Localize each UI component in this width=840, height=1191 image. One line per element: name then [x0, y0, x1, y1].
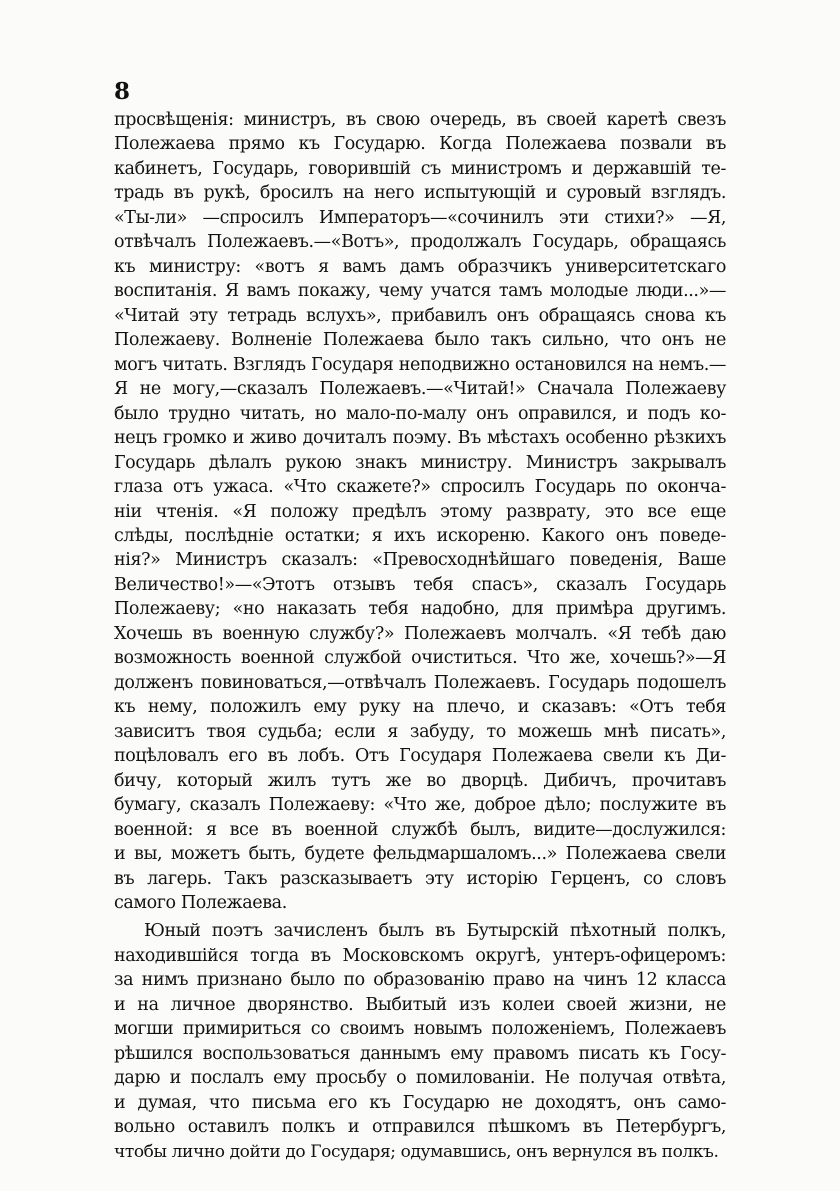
text-line: долженъ повиноваться,—отвѣчалъ Полежаевъ. Государь подошелъ: [114, 672, 726, 693]
text-line: нія?» Министръ сказалъ: «Превосходнѣйшаго поведенія, Ваше: [114, 550, 726, 571]
text-line: Хочешь въ военную службу?» Полежаевъ молчалъ. «Я тебѣ даю: [114, 623, 726, 644]
text-line: традь въ рукѣ, бросилъ на него испытующій и суровый взглядъ.: [114, 183, 726, 204]
text-line: нецъ громко и живо дочиталъ поэму. Въ мѣстахъ особенно рѣзкихъ: [114, 428, 726, 449]
text-line: отвѣчалъ Полежаевъ.—«Вотъ», продолжалъ Государь, обращаясь: [114, 232, 726, 253]
text-line: самого Полежаева.: [114, 893, 287, 913]
text-line: возможность военной службой очиститься. Что же, хочешь?»—Я: [114, 648, 726, 669]
text-line: воспитанія. Я вамъ покажу, чему учатся тамъ молодые люди...»—: [114, 281, 726, 302]
text-line: Я не могу,—сказалъ Полежаевъ.—«Читай!» Сначала Полежаеву: [114, 379, 726, 400]
text-line: чтобы лично дойти до Государя; одумавшись, онъ вернулся въ полкъ.: [114, 1141, 719, 1162]
body-text: [114, 108, 726, 1164]
text-line: и на личное дворянство. Выбитый изъ колеи своей жизни, не: [114, 994, 726, 1015]
text-line: вольно оставилъ полкъ и отправился пѣшкомъ въ Петербургъ,: [114, 1117, 726, 1138]
text-line: поцѣловалъ его въ лобъ. Отъ Государя Полежаева свели къ Ди-: [114, 746, 726, 767]
text-line: глаза отъ ужаса. «Что скажете?» спросилъ Государь по оконча-: [114, 477, 726, 498]
text-line: «Ты-ли» —спросилъ Императоръ—«сочинилъ эти стихи?» —Я,: [114, 207, 726, 228]
text-line: въ лагерь. Такъ разсказываетъ эту исторію Герценъ, со словъ: [114, 868, 726, 889]
text-line: къ министру: «вотъ я вамъ дамъ образчикъ университетскаго: [114, 256, 726, 277]
text-line: Полежаеву; «но наказать тебя надобно, для примѣра другимъ.: [114, 599, 726, 620]
text-line: и думая, что письма его къ Государю не доходятъ, онъ само-: [114, 1092, 726, 1113]
text-line: бумагу, сказалъ Полежаеву: «Что же, доброе дѣло; послужите въ: [114, 795, 726, 816]
text-line: ніи чтенія. «Я положу предѣлъ этому разврату, это все еще: [114, 501, 726, 522]
text-line: просвѣщенія: министръ, въ свою очередь, въ своей каретѣ свезъ: [114, 110, 726, 130]
text-line: дарю и послалъ ему просьбу о помилованіи. Не получая отвѣта,: [114, 1068, 726, 1089]
text-line: могъ читать. Взглядъ Государя неподвижно остановился на немъ.—: [114, 354, 726, 375]
text-line: за нимъ признано было по образованію право на чинъ 12 класса: [114, 970, 726, 991]
text-line: зависитъ твоя судьба; если я забуду, то можешь мнѣ писать»,: [114, 721, 726, 742]
text-line: находившійся тогда въ Московскомъ округѣ, унтеръ-офицеромъ:: [114, 945, 726, 966]
text-line: Величество!»—«Этотъ отзывъ тебя спасъ», сказалъ Государь: [114, 574, 726, 595]
text-line: слѣды, послѣдніе остатки; я ихъ искореню. Какого онъ поведе-: [114, 525, 726, 546]
text-line: «Читай эту тетрадь вслухъ», прибавилъ онъ обращаясь снова къ: [114, 305, 726, 326]
text-line: бичу, который жилъ тутъ же во дворцѣ. Дибичъ, прочитавъ: [114, 770, 726, 791]
text-line: могши примириться со своимъ новымъ положеніемъ, Полежаевъ: [114, 1019, 726, 1040]
text-line: Юный поэтъ зачисленъ былъ въ Бутырскій пѣхотный полкъ,: [144, 921, 726, 942]
text-line: и вы, можетъ быть, будете фельдмаршаломъ...» Полежаева свели: [114, 844, 726, 865]
text-line: военной: я все въ военной службѣ былъ, видите—дослужился:: [114, 819, 726, 840]
text-line: рѣшился воспользоваться даннымъ ему правомъ писать къ Госу-: [114, 1043, 726, 1064]
text-line: Полежаеву. Волненіе Полежаева было такъ сильно, что онъ не: [114, 330, 726, 351]
text-line: Государь дѣлалъ рукою знакъ министру. Министръ закрывалъ: [114, 452, 726, 473]
text-line: Полежаева прямо къ Государю. Когда Полежаева позвали въ: [114, 134, 726, 155]
text-line: кабинетъ, Государь, говорившій съ министромъ и державшій те-: [114, 158, 726, 179]
text-line: къ нему, положилъ ему руку на плечо, и сказавъ: «Отъ тебя: [114, 697, 726, 718]
text-line: было трудно читать, но мало-по-малу онъ оправился, и подъ ко-: [114, 403, 726, 424]
page-number: 8: [114, 78, 131, 105]
